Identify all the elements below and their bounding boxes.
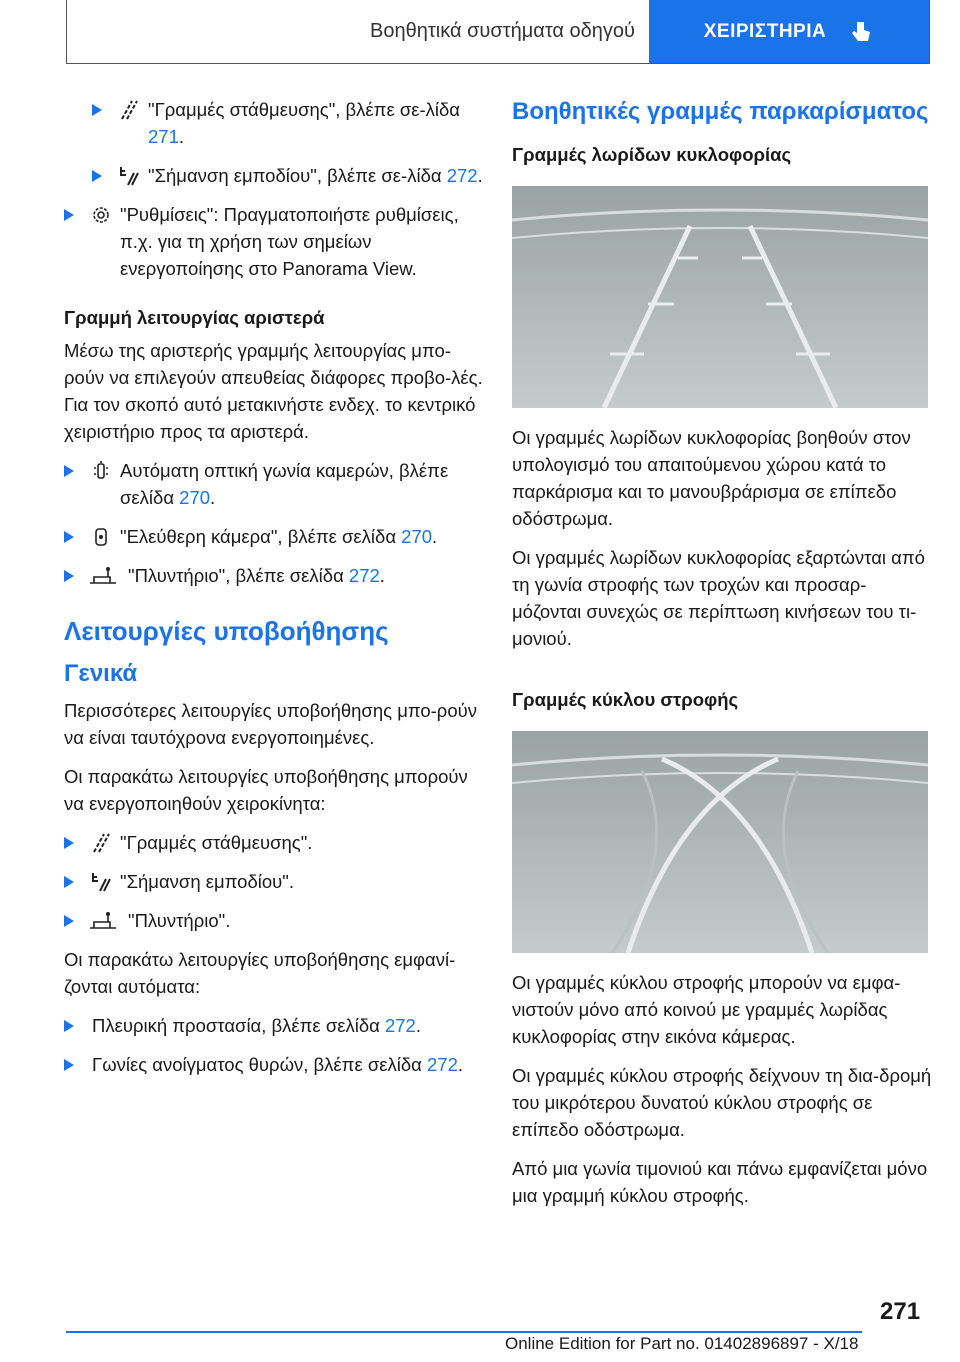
paragraph: Οι γραμμές λωρίδων κυκλοφορίας εξαρτώνται από τη γωνία στροφής των τροχών και προσαρ-μόζονται συνεχώς σε περίπτωση κινήσεων του τι-μονιού. xyxy=(512,547,925,649)
list-item: Πλευρική προστασία, βλέπε σελίδα 272. xyxy=(64,1012,484,1039)
section-title: Βοηθητικά συστήματα οδηγού xyxy=(370,20,635,42)
trailer-hitch-icon xyxy=(88,565,118,587)
gear-icon xyxy=(90,204,112,226)
list-item: "Γραμμές στάθμευσης", βλέπε σε-λίδα 271. xyxy=(92,96,484,150)
page-link[interactable]: 270 xyxy=(179,487,211,508)
paragraph: Μέσω της αριστερής γραμμής λειτουργίας μπο-ρούν να επιλεγούν απευθείας διάφορες προβο-λές. Για τον σκοπό αυτό μετακινήστε ενδεχ. το κεντρικό χειριστήριο προς τα αριστερά. xyxy=(64,340,483,442)
bullet-arrow-icon xyxy=(64,1059,74,1071)
auto-camera-view-icon xyxy=(90,460,112,482)
bullet-arrow-icon xyxy=(92,104,102,116)
lane-lines-figure xyxy=(512,186,928,408)
lane-lines-heading: Γραμμές λωρίδων κυκλοφορίας xyxy=(512,144,792,165)
subsection-heading: Γενικά xyxy=(64,660,138,687)
paragraph: Οι γραμμές κύκλου στροφής μπορούν να εμφα-νιστούν μόνο από κοινού με γραμμές λωρίδας κυκλοφορίας στην εικόνα κάμερας. xyxy=(512,972,901,1047)
page-link[interactable]: 272 xyxy=(384,1015,416,1036)
page-link[interactable]: 272 xyxy=(348,565,380,586)
list-item: "Ρυθμίσεις": Πραγματοποιήστε ρυθμίσεις, π.χ. για τη χρήση των σημείων ενεργοποίησης στο Panorama View. xyxy=(64,201,484,282)
list-item: "Γραμμές στάθμευσης". xyxy=(64,829,484,856)
page-link[interactable]: 272 xyxy=(427,1054,458,1075)
list-item: "Πλυντήριο". xyxy=(64,907,484,934)
list-item: "Πλυντήριο", βλέπε σελίδα 272. xyxy=(64,562,484,589)
paragraph: Οι γραμμές λωρίδων κυκλοφορίας βοηθούν στον υπολογισμό του απαιτούμενου χώρου κατά το παρκάρισμα και το μανουβράρισμα σε επίπεδο οδόστρωμα. xyxy=(512,427,911,529)
trailer-hitch-icon xyxy=(88,910,118,932)
footer-divider xyxy=(66,1331,862,1333)
bullet-arrow-icon xyxy=(64,465,74,477)
section-heading: Βοηθητικές γραμμές παρκαρίσματος xyxy=(512,98,929,125)
list-item: "Ελεύθερη κάμερα", βλέπε σελίδα 270. xyxy=(64,523,484,550)
paragraph: Οι παρακάτω λειτουργίες υποβοήθησης εμφανί-ζονται αυτόματα: xyxy=(64,949,456,997)
hand-pointer-icon xyxy=(848,19,874,45)
bullet-arrow-icon xyxy=(64,915,74,927)
list-item: Αυτόματη οπτική γωνία καμερών, βλέπε σελίδα 270. xyxy=(64,457,484,511)
turning-circle-heading: Γραμμές κύκλου στροφής xyxy=(512,689,739,710)
parking-lines-icon xyxy=(118,99,140,121)
left-column xyxy=(64,96,484,1090)
page-link[interactable]: 272 xyxy=(446,165,478,186)
right-column xyxy=(512,96,932,1221)
page-header xyxy=(66,0,930,64)
page-link[interactable]: 271 xyxy=(148,126,179,147)
paragraph: Περισσότερες λειτουργίες υποβοήθησης μπο-ρούν να είναι ταυτόχρονα ενεργοποιημένες. xyxy=(64,700,477,748)
bullet-arrow-icon xyxy=(64,209,74,221)
bullet-arrow-icon xyxy=(92,170,102,182)
turning-circle-figure xyxy=(512,731,928,953)
chapter-tab-label: ΧΕΙΡΙΣΤΗΡΙΑ xyxy=(703,20,827,42)
page-number: 271 xyxy=(880,1298,921,1325)
bullet-arrow-icon xyxy=(64,876,74,888)
obstacle-marking-icon xyxy=(90,871,112,893)
list-item: Γωνίες ανοίγματος θυρών, βλέπε σελίδα 272. xyxy=(64,1051,484,1078)
chapter-tab[interactable] xyxy=(649,0,929,63)
paragraph: Οι παρακάτω λειτουργίες υποβοήθησης μπορούν να ενεργοποιηθούν χειροκίνητα: xyxy=(64,766,468,814)
paragraph: Οι γραμμές κύκλου στροφής δείχνουν τη δια-δρομή του μικρότερου δυνατού κύκλου στροφής σε επίπεδο οδόστρωμα. xyxy=(512,1065,932,1140)
section-heading: Λειτουργίες υποβοήθησης xyxy=(64,616,389,646)
parking-lines-icon xyxy=(90,832,112,854)
bullet-arrow-icon xyxy=(64,837,74,849)
page-link[interactable]: 270 xyxy=(401,526,433,547)
left-function-heading: Γραμμή λειτουργίας αριστερά xyxy=(64,307,325,328)
bullet-arrow-icon xyxy=(64,1020,74,1032)
footer-edition: Online Edition for Part no. 01402896897 - X/18 xyxy=(505,1334,859,1353)
obstacle-marking-icon xyxy=(118,165,140,187)
paragraph: Από μια γωνία τιμονιού και πάνω εμφανίζεται μόνο μια γραμμή κύκλου στροφής. xyxy=(512,1158,928,1206)
bullet-arrow-icon xyxy=(64,531,74,543)
list-item: "Σήμανση εμποδίου", βλέπε σε-λίδα 272. xyxy=(92,162,484,189)
bullet-arrow-icon xyxy=(64,570,74,582)
free-camera-icon xyxy=(90,526,112,548)
list-item: "Σήμανση εμποδίου". xyxy=(64,868,484,895)
